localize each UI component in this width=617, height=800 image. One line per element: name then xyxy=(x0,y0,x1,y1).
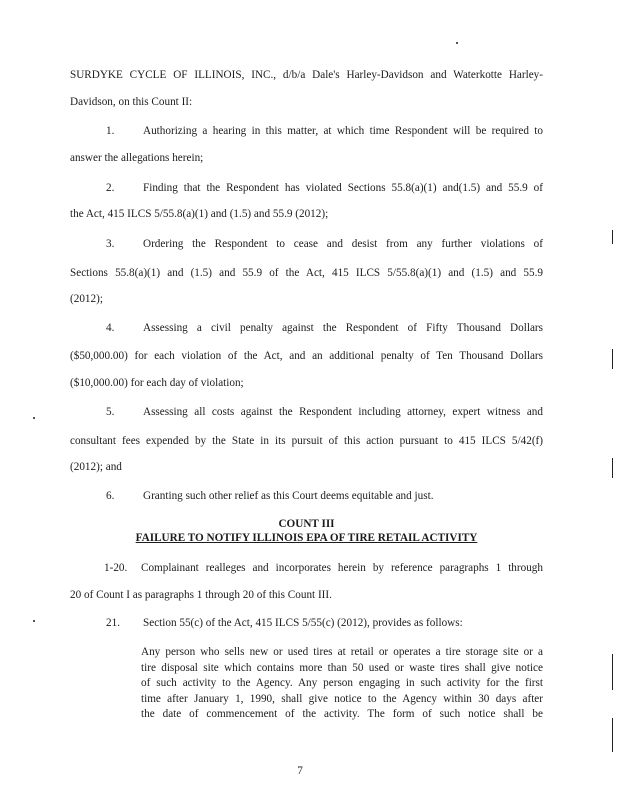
margin-bar xyxy=(612,458,613,478)
item-line: (2012); xyxy=(70,293,103,305)
item-line: Finding that the Respondent has violated Sections 55.8(a)(1) and(1.5) and 55.9 of xyxy=(143,182,543,194)
quote-line: tire disposal site which contains more than 50 used or waste tires shall give notice xyxy=(141,661,543,674)
item-number: 5. xyxy=(106,406,115,418)
item-number: 1. xyxy=(106,125,115,137)
item-line: (2012); and xyxy=(70,461,122,473)
margin-bar xyxy=(612,654,613,690)
paragraph-number: 1-20. xyxy=(104,562,128,574)
item-line: Assessing all costs against the Respondent including attorney, expert witness and xyxy=(143,406,543,418)
item-line: Ordering the Respondent to cease and desist from any further violations of xyxy=(143,238,543,250)
statute-quote xyxy=(141,645,543,723)
count-title: COUNT III xyxy=(278,518,335,530)
scan-speck xyxy=(33,417,35,419)
item-line: Granting such other relief as this Court deems equitable and just. xyxy=(143,490,434,502)
item-number: 4. xyxy=(106,322,115,334)
item-line: the Act, 415 ILCS 5/55.8(a)(1) and (1.5) and 55.9 (2012); xyxy=(70,208,329,220)
paragraph-number: 21. xyxy=(106,617,120,629)
count-subtitle: FAILURE TO NOTIFY ILLINOIS EPA OF TIRE RETAIL ACTIVITY xyxy=(135,532,478,544)
quote-line: Any person who sells new or used tires at retail or operates a tire storage site or a xyxy=(141,646,543,658)
margin-bar xyxy=(612,230,613,244)
item-line: Assessing a civil penalty against the Respondent of Fifty Thousand Dollars xyxy=(143,322,543,334)
scan-speck xyxy=(456,42,458,44)
item-number: 2. xyxy=(106,182,115,194)
paragraph-line: Complainant realleges and incorporates herein by reference paragraphs 1 through xyxy=(141,562,543,574)
quote-line: of such activity to the Agency. Any person engaging in such activity for the first xyxy=(141,677,543,690)
item-number: 3. xyxy=(106,238,115,250)
scan-speck xyxy=(33,620,35,622)
margin-bar xyxy=(612,718,613,752)
quote-line: the date of commencement of the activity. The form of such notice shall be xyxy=(141,708,543,721)
item-line: ($10,000.00) for each day of violation; xyxy=(70,377,244,389)
item-line: ($50,000.00) for each violation of the Act, and an additional penalty of Ten Thousand Dollars xyxy=(70,350,543,362)
paragraph-line: 20 of Count I as paragraphs 1 through 20 of this Count III. xyxy=(70,589,332,601)
paragraph-line: Section 55(c) of the Act, 415 ILCS 5/55(c) (2012), provides as follows: xyxy=(143,617,463,629)
item-line: Sections 55.8(a)(1) and (1.5) and 55.9 of the Act, 415 ILCS 5/55.8(a)(1) and (1.5) and 55.9 xyxy=(70,267,543,279)
body-line: Davidson, on this Count II: xyxy=(70,96,193,108)
body-line: SURDYKE CYCLE OF ILLINOIS, INC., d/b/a Dale's Harley-Davidson and Waterkotte Harley- xyxy=(70,69,543,81)
item-number: 6. xyxy=(106,490,115,502)
margin-bar xyxy=(612,349,613,369)
item-line: answer the allegations herein; xyxy=(70,152,204,164)
item-line: consultant fees expended by the State in its pursuit of this action pursuant to 415 ILCS 5/42(f) xyxy=(70,435,543,447)
quote-line: time after January 1, 1990, shall give notice to the Agency within 30 days after xyxy=(141,692,543,705)
item-line: Authorizing a hearing in this matter, at which time Respondent will be required to xyxy=(143,125,543,137)
page-number: 7 xyxy=(297,765,303,777)
